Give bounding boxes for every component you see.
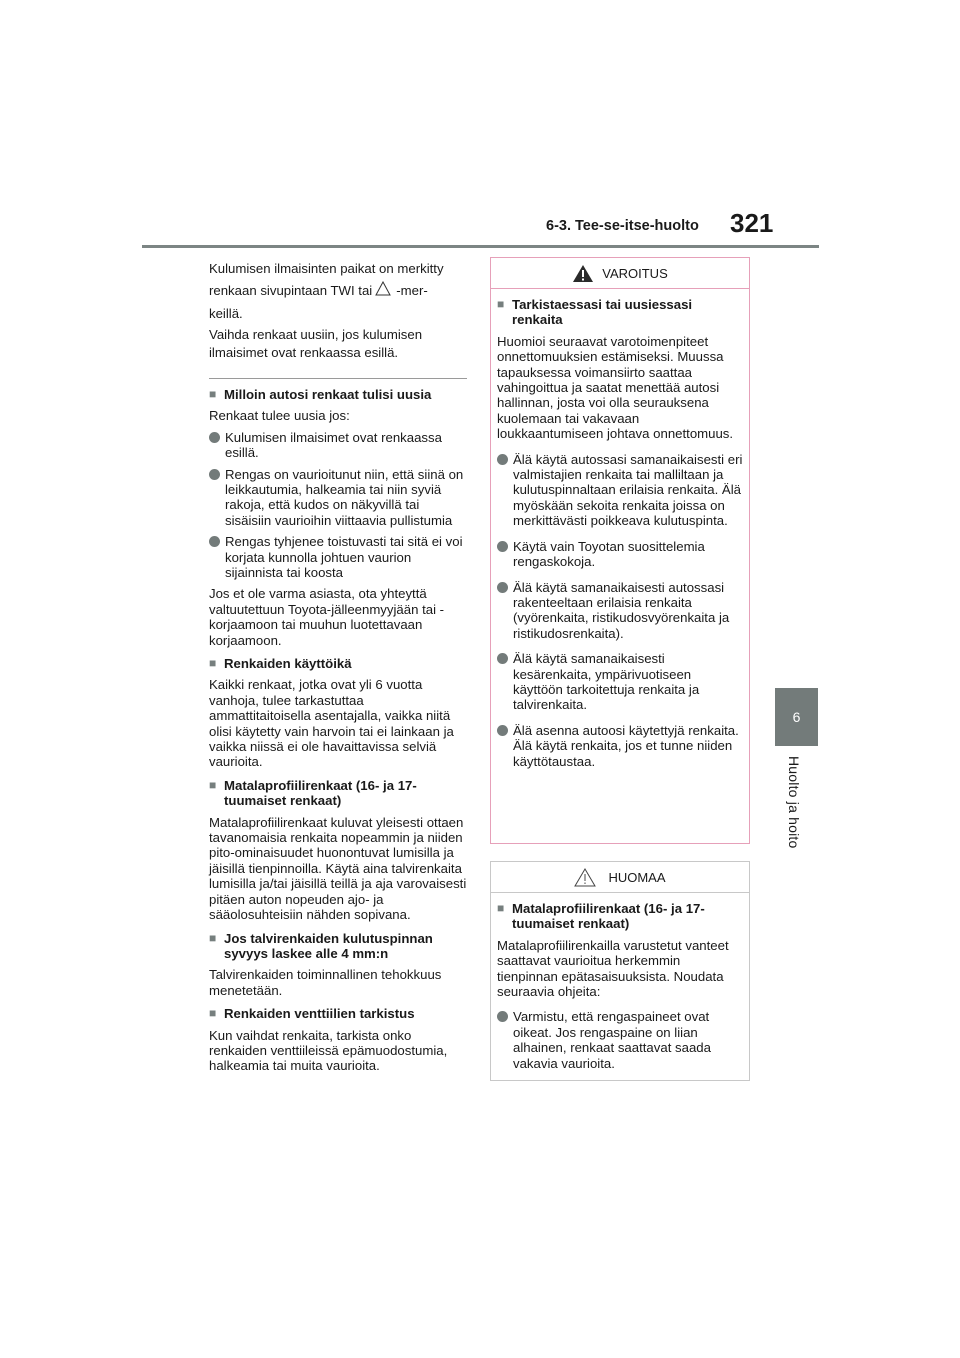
paragraph: Talvirenkaiden toiminnallinen tehokkuus menetetään. xyxy=(209,967,442,998)
intro-line xyxy=(209,280,467,303)
subheading xyxy=(209,387,467,402)
intro-line: Vaihda renkaat uusiin, jos kulumisen xyxy=(209,326,423,342)
subheading xyxy=(209,656,467,671)
subheading-text: Tarkistaessasi tai uusiessasi renkaita xyxy=(512,297,693,328)
subheading xyxy=(209,778,467,809)
subheading xyxy=(497,297,743,328)
intro-line: Kulumisen ilmaisinten paikat on merkitty xyxy=(209,261,444,276)
warning-header xyxy=(491,258,749,289)
paragraph: Kaikki renkaat, jotka ovat yli 6 vuotta vanhoja, tulee tarkastuttaa ammattitaitoisella asentajalla, vaikka niitä olisi käytetty vain harvoin tai ei lainkaan ja vaikka niissä ei ole havaittavissa selviä vaurioita. xyxy=(209,677,454,770)
subheading-text: Matalaprofiilirenkaat (16- ja 17-tuumaiset renkaat) xyxy=(224,777,417,809)
bullet-dot-icon xyxy=(209,467,225,529)
intro-line: ilmaisimet ovat renkaassa esillä. xyxy=(209,344,399,360)
square-bullet-icon: ■ xyxy=(497,901,505,915)
bullet-dot-icon xyxy=(497,539,513,570)
section-title: 6-3. Tee-se-itse-huolto xyxy=(546,218,699,234)
section-divider xyxy=(209,378,467,379)
warning-box xyxy=(490,257,750,844)
intro-text: renkaan sivupintaan TWI tai xyxy=(209,283,373,298)
bullet-dot-icon xyxy=(209,430,225,461)
subheading xyxy=(209,931,467,962)
intro-line: keillä. xyxy=(209,305,243,321)
list-item xyxy=(497,580,743,642)
list-item-text: Älä käytä samanaikaisesti autossasi rakenteeltaan erilaisia renkaita (vyörenkaita, ristikudosvyörenkaita ja ristikudosrenkaita). xyxy=(513,579,730,641)
list-item-text: Rengas tyhjenee toistuvasti tai sitä ei voi korjata kunnolla johtuen vaurion sijainnista tai koosta xyxy=(225,534,463,580)
notice-box xyxy=(490,861,750,1081)
left-column xyxy=(209,258,467,1080)
page-number: 321 xyxy=(730,208,774,238)
paragraph: Matalaprofiilirenkaat kuluvat yleisesti ottaen tavanomaisia renkaita nopeammin ja niiden pito-ominaisuudet huonontuvat lumisilla ja jäisillä tienpinnoilla. Käytä aina talvirenkaita lumisilla ja/tai jäisillä teillä ja aja varovaisesti pitäen auton nopeuden ajo- ja sääolosuhteisiin nähden sopivana. xyxy=(209,814,467,923)
square-bullet-icon: ■ xyxy=(209,386,217,401)
subheading-text: Renkaiden venttiilien tarkistus xyxy=(224,1006,415,1022)
list-item xyxy=(209,430,467,461)
paragraph: Jos et ole varma asiasta, ota yhteyttä valtuutettuun Toyota-jälleenmyyjään tai -korjaamoon tai muuhun luotettavaan korjaamoon. xyxy=(209,586,445,648)
list-item-text: Kulumisen ilmaisimet ovat renkaassa esillä. xyxy=(225,429,442,461)
list-item xyxy=(209,534,467,580)
paragraph: Huomioi seuraavat varotoimenpiteet onnettomuuksien estämiseksi. Muussa tapauksessa voimansiirto saattaa vahingoittua ja saatat menettää autosi hallinnan, josta voi olla seurauksena kuolemaan tai vakavaan loukkaantumiseen johtava onnettomuus. xyxy=(497,333,734,442)
caution-triangle-icon xyxy=(574,868,596,887)
bullet-dot-icon xyxy=(497,651,513,713)
list-item-text: Älä käytä autossasi samanaikaisesti eri valmistajien renkaita tai malliltaan ja kulutuspinnaltaan erilaisia renkaita. Älä myöskään sekoita renkaita joissa on merkittävästi poikkeava kulutuspinta. xyxy=(513,451,743,529)
list-item xyxy=(497,651,743,713)
paragraph: Matalaprofiilirenkailla varustetut vanteet saattavat vaurioitua herkemmin tienpinnan epätasaisuuksista. Noudata seuraavia ohjeita: xyxy=(497,937,729,1000)
list-item xyxy=(497,723,743,769)
bullet-dot-icon xyxy=(497,1009,513,1071)
subheading xyxy=(209,1006,467,1021)
paragraph: Kun vaihdat renkaita, tarkista onko renkaiden venttiileissä epämuodostumia, halkeamia tai muita vaurioita. xyxy=(209,1027,448,1074)
chapter-tab: 6 xyxy=(775,688,818,746)
list-item-text: Älä käytä samanaikaisesti kesärenkaita, ympärivuotiseen käyttöön tarkoitettuja renkaita ja talvirenkaita. xyxy=(513,651,700,713)
bullet-dot-icon xyxy=(209,534,225,580)
bullet-dot-icon xyxy=(497,723,513,769)
chapter-label: Huolto ja hoito xyxy=(786,756,802,849)
square-bullet-icon: ■ xyxy=(209,777,217,792)
list-item-text: Varmistu, että rengaspaineet ovat oikeat. Jos rengaspaine on liian alhainen, renkaat saattavat saada vakavia vaurioita. xyxy=(513,1009,711,1071)
list-item-text: Käytä vain Toyotan suosittelemia rengaskokoja. xyxy=(513,538,705,570)
list-item xyxy=(497,539,743,570)
warning-triangle-icon xyxy=(572,264,594,283)
subheading-text: Renkaiden käyttöikä xyxy=(224,656,352,672)
bullet-dot-icon xyxy=(497,452,513,529)
subheading-text: Matalaprofiilirenkaat (16- ja 17-tuumaiset renkaat) xyxy=(512,901,705,932)
list-item xyxy=(209,467,467,529)
square-bullet-icon: ■ xyxy=(209,1006,217,1021)
paragraph: Renkaat tulee uusia jos: xyxy=(209,408,350,424)
notice-title: HUOMAA xyxy=(608,869,666,885)
subheading-text: Milloin autosi renkaat tulisi uusia xyxy=(224,386,432,402)
list-item xyxy=(497,1009,743,1071)
subheading xyxy=(497,901,743,932)
triangle-mark-icon xyxy=(375,281,393,303)
list-item-text: Rengas on vaurioitunut niin, että siinä on leikkautumia, halkeamia tai niin syviä rakoja, että kudos on näkyvillä tai sisäisiin vaurioihin viittaavia pullistumia xyxy=(225,466,464,528)
warning-title: VAROITUS xyxy=(602,265,668,281)
notice-header xyxy=(491,862,749,893)
square-bullet-icon: ■ xyxy=(209,930,217,945)
intro-text: -mer- xyxy=(396,283,428,298)
header-rule xyxy=(142,245,819,248)
square-bullet-icon: ■ xyxy=(497,297,505,311)
square-bullet-icon: ■ xyxy=(209,656,217,671)
list-item-text: Älä asenna autoosi käytettyjä renkaita. Älä käytä renkaita, jos et tunne niiden käyttötaustaa. xyxy=(513,722,739,769)
bullet-dot-icon xyxy=(497,580,513,642)
subheading-text: Jos talvirenkaiden kulutuspinnan syvyys laskee alle 4 mm:n xyxy=(224,930,433,961)
list-item xyxy=(497,452,743,529)
